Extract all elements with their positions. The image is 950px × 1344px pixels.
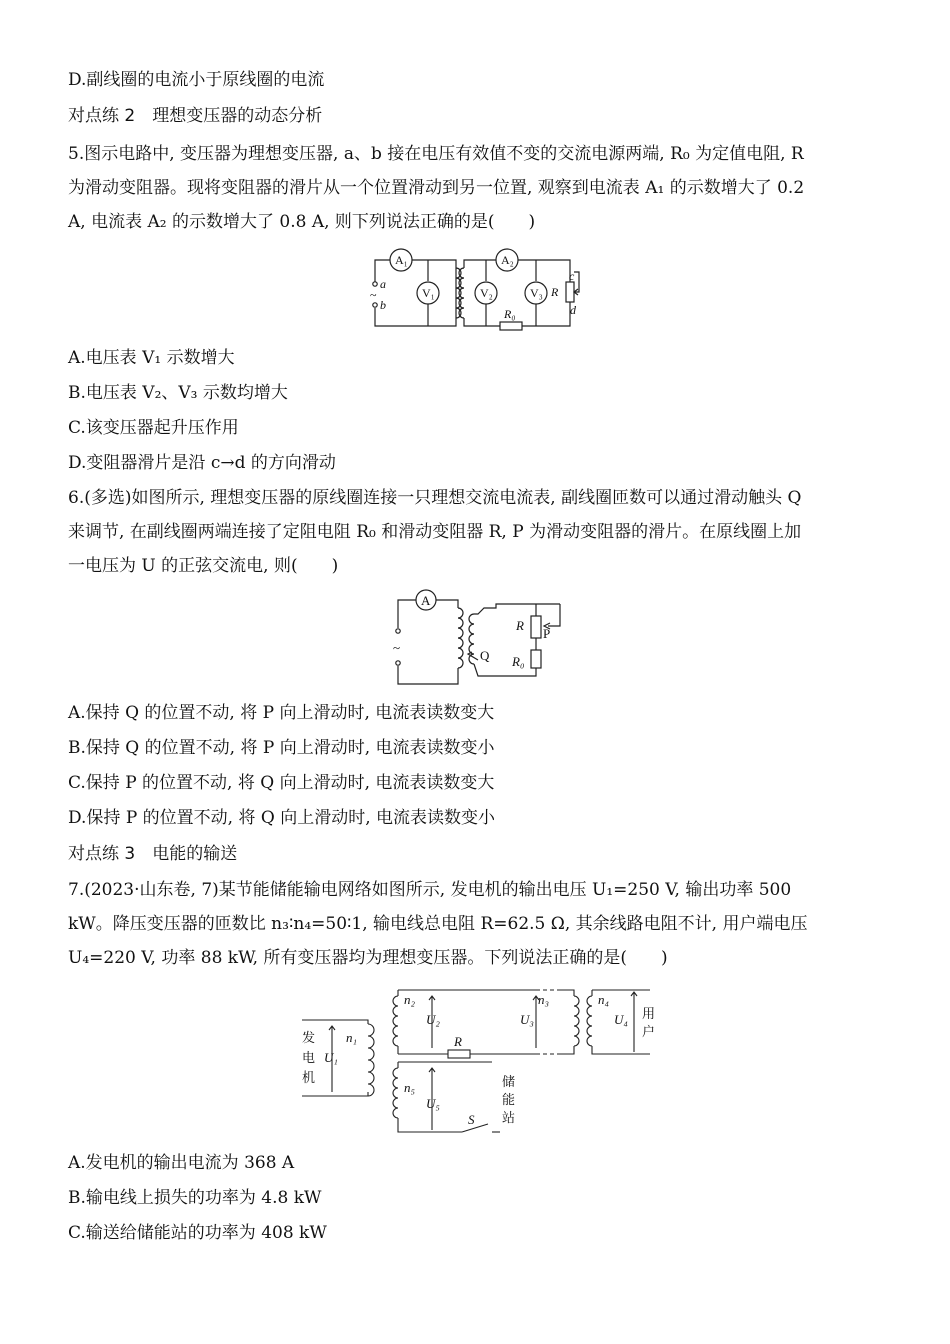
q7-fig-generator-3: 机	[302, 1070, 316, 1085]
q6-stem-line-3: 一电压为 U 的正弦交流电, 则( )	[68, 556, 339, 576]
q5-option-c: C.该变压器起升压作用	[68, 418, 239, 438]
q6-option-a: A.保持 Q 的位置不动, 将 P 向上滑动时, 电流表读数变大	[68, 703, 495, 723]
q5-fig-d: d	[570, 303, 576, 317]
q5-fig-a2: A₂	[501, 253, 514, 267]
q7-stem-line-3: U₄=220 V, 功率 88 kW, 所有变压器均为理想变压器。下列说法正确的是( )	[68, 948, 668, 968]
q7-fig-u5: U₅	[426, 1096, 440, 1111]
q6-fig-p: P	[543, 626, 551, 641]
q5-option-a: A.电压表 V₁ 示数增大	[68, 348, 235, 368]
q5-fig-a: a	[380, 277, 386, 291]
q7-fig-n1: n₁	[346, 1030, 358, 1045]
q6-fig-q: Q	[480, 648, 490, 663]
q7-fig-user-2: 户	[642, 1024, 656, 1039]
q7-option-c: C.输送给储能站的功率为 408 kW	[68, 1223, 327, 1243]
q7-stem-line-2: kW。降压变压器的匝数比 n₃∶n₄=50∶1, 输电线总电阻 R=62.5 Ω, 其余线路电阻不计, 用户端电压	[68, 914, 808, 934]
q5-fig-tilde: ~	[370, 288, 377, 302]
q6-stem-line-2: 来调节, 在副线圈两端连接了定阻电阻 R₀ 和滑动变阻器 R, P 为滑动变阻器的滑片。在原线圈上加	[68, 522, 802, 542]
section-2-heading: 对点练 2 理想变压器的动态分析	[68, 106, 323, 126]
q5-stem-line-3: A, 电流表 A₂ 的示数增大了 0.8 A, 则下列说法正确的是( )	[68, 212, 536, 232]
q7-fig-s: S	[468, 1112, 475, 1127]
q7-fig-r: R	[454, 1034, 462, 1049]
q7-fig-storage-2: 能	[502, 1092, 516, 1107]
q6-fig-r0: R₀	[512, 654, 525, 669]
q5-stem-line-2: 为滑动变阻器。现将变阻器的滑片从一个位置滑动到另一位置, 观察到电流表 A₁ 的示数增大了 0.2	[68, 178, 805, 198]
q7-fig-n2: n₂	[404, 992, 416, 1007]
q7-fig-u1: U₁	[324, 1050, 338, 1065]
q5-circuit-diagram	[360, 244, 592, 334]
q7-option-b: B.输电线上损失的功率为 4.8 kW	[68, 1188, 322, 1208]
q6-fig-r: R	[516, 618, 524, 633]
q7-fig-n3: n₃	[538, 992, 550, 1007]
q5-fig-v3: V₃	[530, 286, 543, 300]
q7-fig-u4: U₄	[614, 1012, 628, 1027]
q5-fig-b: b	[380, 298, 386, 312]
q5-fig-r: R	[551, 285, 559, 299]
q7-power-network-diagram	[292, 982, 670, 1138]
q6-circuit-diagram	[388, 588, 564, 688]
q7-fig-user-1: 用	[642, 1006, 656, 1021]
q6-option-c: C.保持 P 的位置不动, 将 Q 向上滑动时, 电流表读数变大	[68, 773, 495, 793]
q6-fig-a: A	[421, 593, 431, 608]
q6-stem-line-1: 6.(多选)如图所示, 理想变压器的原线圈连接一只理想交流电流表, 副线圈匝数可以通过滑动触头 Q	[68, 488, 802, 508]
q5-fig-v1: V₁	[422, 286, 435, 300]
q7-fig-generator-2: 电	[302, 1050, 316, 1065]
q5-option-d: D.变阻器滑片是沿 c→d 的方向滑动	[68, 453, 336, 473]
q7-fig-storage-3: 站	[502, 1110, 516, 1125]
q4-option-d: D.副线圈的电流小于原线圈的电流	[68, 70, 325, 90]
q5-option-b: B.电压表 V₂、V₃ 示数均增大	[68, 383, 288, 403]
q7-fig-storage-1: 储	[502, 1074, 516, 1089]
q5-fig-a1: A₁	[395, 253, 408, 267]
q6-fig-tilde: ~	[393, 640, 401, 655]
q5-fig-r0: R₀	[504, 307, 516, 321]
q5-stem-line-1: 5.图示电路中, 变压器为理想变压器, a、b 接在电压有效值不变的交流电源两端, R₀ 为定值电阻, R	[68, 144, 804, 164]
q7-fig-u2: U₂	[426, 1012, 440, 1027]
q7-fig-n4: n₄	[598, 992, 610, 1007]
q7-stem-line-1: 7.(2023·山东卷, 7)某节能储能输电网络如图所示, 发电机的输出电压 U₁=250 V, 输出功率 500	[68, 880, 792, 900]
q7-fig-u3: U₃	[520, 1012, 534, 1027]
section-3-heading: 对点练 3 电能的输送	[68, 844, 238, 864]
q7-fig-generator-1: 发	[302, 1030, 316, 1045]
q5-fig-v2: V₂	[480, 286, 493, 300]
q5-fig-c: c	[569, 269, 575, 283]
q7-option-a: A.发电机的输出电流为 368 A	[68, 1153, 295, 1173]
q6-option-b: B.保持 Q 的位置不动, 将 P 向上滑动时, 电流表读数变小	[68, 738, 495, 758]
q6-option-d: D.保持 P 的位置不动, 将 Q 向上滑动时, 电流表读数变小	[68, 808, 496, 828]
q7-fig-n5: n₅	[404, 1080, 416, 1095]
